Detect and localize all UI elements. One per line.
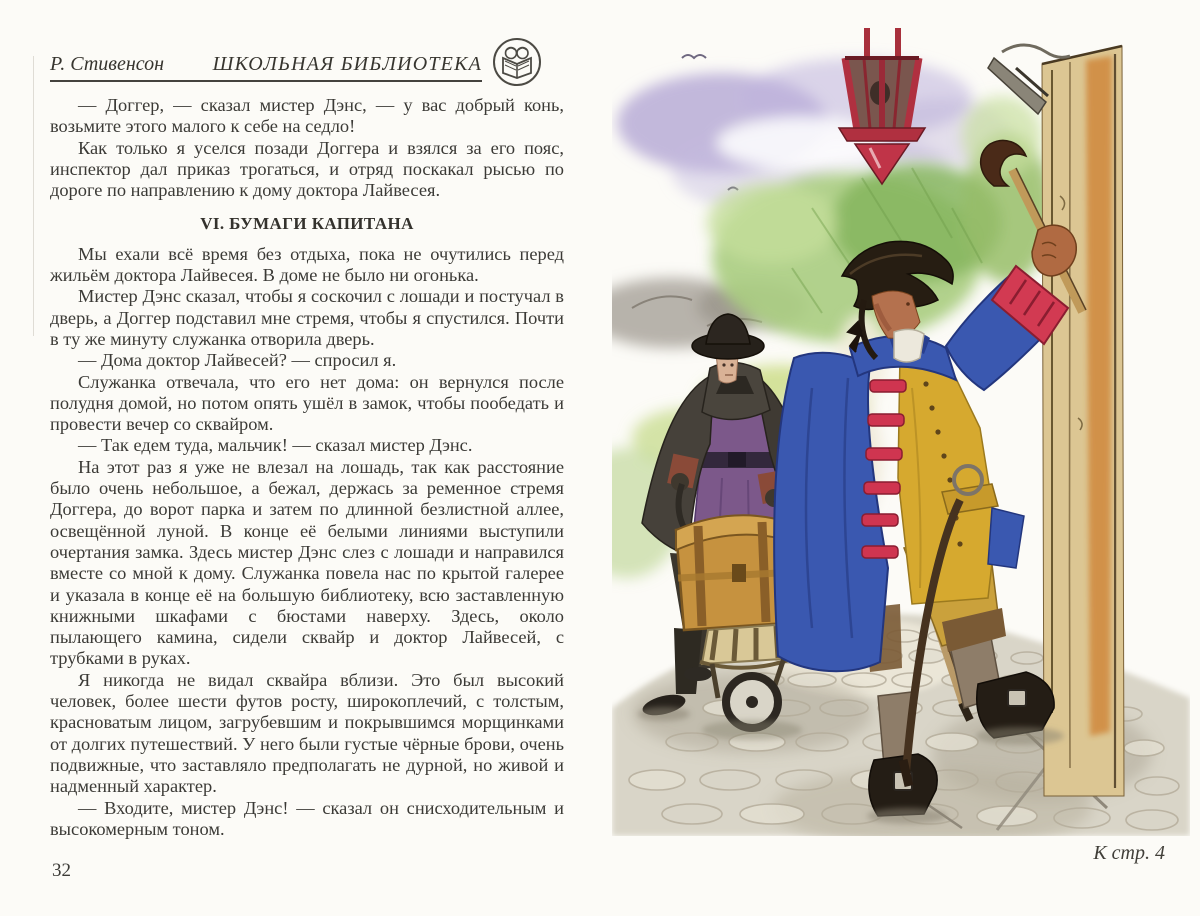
paragraph: Мистер Дэнс сказал, чтобы я соскочил с лошади и постучал в дверь, а Доггер подставил мне стремя, чтобы я спустился. Почти в ту же минуту служанка отворила дверь. <box>50 286 564 349</box>
paragraph: — Так едем туда, мальчик! — сказал мистер Дэнс. <box>78 435 473 456</box>
paragraph: — Доггер, — сказал мистер Дэнс, — у вас добрый конь, возьмите этого малого к себе на седло! <box>50 95 564 137</box>
scan-artifact-line <box>33 56 34 336</box>
page-text <box>50 95 564 840</box>
paragraph: Служанка отвечала, что его нет дома: он вернулся после полудня домой, но потом опять ушёл в замок, чтобы пообедать и провести вечер со сквайром. <box>50 371 564 435</box>
paragraph: Мы ехали всё время без отдыха, пока не очутились перед жильём доктора Лайвесея. В доме не было ни огонька. <box>50 243 564 286</box>
header-rule <box>50 53 482 82</box>
left-page <box>50 36 564 840</box>
running-header <box>50 36 564 82</box>
paragraph: На этот раз я уже не влезал на лошадь, так как расстояние было очень небольшое, а бежал, держась за ременное стремя Доггера, до ворот парка и затем по длинной безлистной аллее, освещённой луной. В конце её белыми линиями выступили очертания замка. Здесь мистер Дэнс слез с лошади и направился вместе со мной к дому. Служанка повела нас по крытой галерее и указала в конце её на большую библиотеку, всю заставленную книжными шкафами с бюстами наверху. Здесь, около пылающего камина, сидели сквайр и доктор Лайвесей, с трубками в руках. <box>50 456 564 669</box>
author-name: Р. Стивенсон <box>50 53 165 75</box>
paragraph: — Входите, мистер Дэнс! — сказал он снисходительным и высокомерным тоном. <box>50 797 564 839</box>
paragraph: Как только я уселся позади Доггера и взялся за его пояс, инспектор дал приказ трогаться, и отряд поскакал рысью по дороге по направлению к дому доктора Лайвесея. <box>50 137 564 201</box>
series-title: ШКОЛЬНАЯ БИБЛИОТЕКА <box>212 53 482 75</box>
plate-caption: К стр. 4 <box>1093 842 1165 864</box>
school-library-logo-icon <box>491 36 543 88</box>
paragraph: Я никогда не видал сквайра вблизи. Это был высокий человек, более шести футов росту, широкоплечий, с толстым, красноватым лицом, загрубевшим и покрывшимся морщинками от долгих путешествий. У него были густые чёрные брови, очень подвижные, что заставляло предполагать не дурной, но живой и надменный характер. <box>50 669 564 797</box>
page-number: 32 <box>52 860 71 881</box>
illustration-watercolor <box>612 8 1190 836</box>
paragraph: — Дома доктор Лайвесей? — спросил я. <box>78 350 397 371</box>
chapter-heading: VI. БУМАГИ КАПИТАНА <box>200 214 414 234</box>
